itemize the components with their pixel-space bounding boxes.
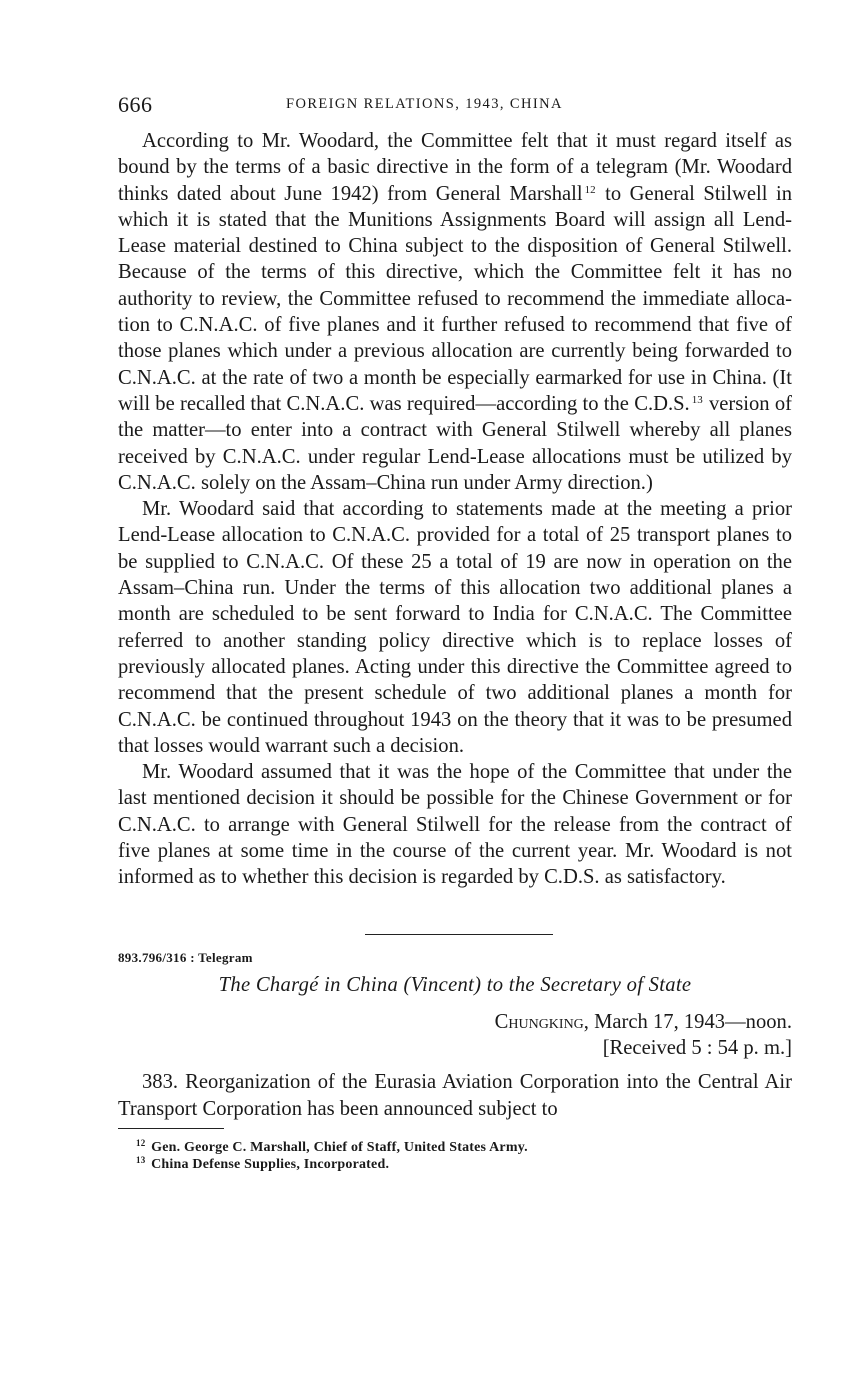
- body-paragraph: Mr. Woodard said that according to statements made at the meeting a prior Lend-Lease allocation to C.N.A.C. provided for a total of 25 transport planes to be supplied to C.N.A.C. Of these 25 a total of 19 are now in operation on the Assam–China run. Under the terms of this allocation two additional planes a month are scheduled to be sent forward to India for C.N.A.C. The Committee referred to another standing policy directive which is to replace losses of previously allocated planes. Acting under this directive the Committee agreed to recommend that the present schedule of two additional planes a month for C.N.A.C. be continued throughout 1943 on the theory that it was to be presumed that losses would warrant such a decision.: [118, 498, 792, 757]
- running-title: FOREIGN RELATIONS, 1943, CHINA: [286, 96, 563, 112]
- footnote-marker: 13: [136, 1154, 146, 1165]
- footnotes: [118, 1139, 792, 1173]
- running-head: [118, 92, 792, 122]
- body-paragraph: Mr. Woodard assumed that it was the hope of the Committee that under the last mentioned decision it should be possible for the Chinese Government or for C.N.A.C. to arrange with General Stilwell for the release from the contract of five planes at some time in the course of the current year. Mr. Woodard is not informed as to whether this decision is regarded by C.D.S. as satisfactory.: [118, 761, 792, 889]
- footnote-ref: 12: [584, 183, 596, 196]
- footnote: [118, 1139, 792, 1156]
- dateline-date: , March 17, 1943—noon.: [583, 1010, 792, 1033]
- section-divider: [365, 934, 553, 935]
- paragraph-text: to General Stilwell in which it is stated that the Munitions Assignments Board will assign all Lend-Lease material destined to China subject to the disposition of General Stilwell. Because of the terms of this directive, which the Committee felt it has no authority to review, the Committee refused to recommend the immediate allocation to C.N.A.C. of five planes and it further refused to recommend that five of those planes which under a previous allocation are currently being forwarded to C.N.A.C. at the rate of two a month be especially earmarked for use in China. (It will be recalled that C.N.A.C. was required—according to the C.D.S.: [118, 182, 793, 415]
- footnote: [118, 1156, 792, 1173]
- page-number: 666: [118, 92, 153, 117]
- dateline-place: Chungking: [494, 1010, 584, 1033]
- footnote-divider: [118, 1128, 224, 1129]
- footnote-text: Gen. George C. Marshall, Chief of Staff, United States Army.: [151, 1139, 528, 1155]
- file-reference: 893.796/316 : Telegram: [118, 949, 253, 965]
- memo-body: [118, 128, 792, 891]
- paragraph-text: version of the matter—to enter into a contract with General Stilwell whereby all planes received by C.N.A.C. under regular Lend-Lease allocations must be utilized by C.N.A.C. solely on the Assam–China run under Army direction.): [118, 392, 793, 494]
- footnote-text: China Defense Supplies, Incorporated.: [151, 1156, 390, 1172]
- dateline: [118, 1009, 792, 1062]
- document-title: The Chargé in China (Vincent) to the Secretary of State: [218, 973, 692, 996]
- body-paragraph: 383. Reorganization of the Eurasia Aviation Corporation into the Central Air Transport Corporation has been announced subject to: [118, 1071, 792, 1120]
- received-time: [Received 5 : 54 p. m.]: [602, 1036, 792, 1059]
- footnote-marker: 12: [136, 1137, 146, 1148]
- paragraph-text: According to Mr. Woodard, the Committee felt that it must regard itself as bound by the terms of a basic directive in the form of a telegram (Mr. Woodard thinks dated about June 1942) from General Marshall: [118, 130, 792, 205]
- body-paragraph: [118, 128, 792, 496]
- telegram-body: [118, 1069, 792, 1122]
- footnote-ref: 13: [691, 393, 703, 406]
- document-page: [118, 92, 792, 1173]
